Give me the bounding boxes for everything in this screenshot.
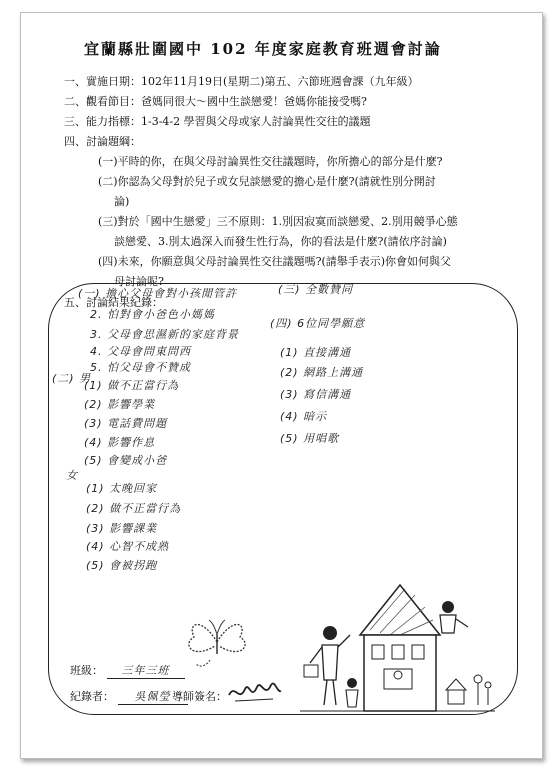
note-4-5: (5) 用唱歌 — [280, 432, 340, 445]
class-field — [70, 662, 185, 679]
class-value: 三年三班 — [107, 662, 185, 679]
question-1: (一)平時的你，在與父母討論異性交往議題時，你所擔心的部分是什麼? — [98, 155, 443, 168]
teacher-signature-field — [172, 688, 227, 704]
recorder-field — [70, 688, 188, 705]
question-3-line1: (三)對於「國中生戀愛」三不原則：1.別因寂寞而談戀愛、2.別用競爭心態 — [98, 215, 458, 228]
note-1-4: 4. 父母會問東問西 — [90, 345, 191, 358]
note-2-4: (4) 影響作息 — [84, 436, 156, 449]
note-4-3: (3) 寫信溝通 — [280, 388, 352, 401]
note-2-5: (5) 會變成小爸 — [84, 454, 168, 467]
butterfly-icon — [182, 612, 252, 672]
note-1-3: 3. 父母會思濕新的家庭背景 — [90, 328, 239, 341]
item-results: 五、討論結果紀錄： — [64, 296, 163, 309]
note-2-2: (2) 影響學業 — [84, 398, 156, 411]
note-2-3: (3) 電話費問題 — [84, 417, 168, 430]
note-2-f1: (1) 太晚回家 — [86, 482, 158, 495]
note-4-2: (2) 網路上溝通 — [280, 366, 364, 379]
note-2-f5: (5) 會被拐跑 — [86, 559, 158, 572]
item-date: 一、實施日期：102年11月19日(星期二)第五、六節班週會課（九年級） — [64, 75, 419, 88]
note-3: (三) 全數贊同 — [278, 283, 354, 296]
item-indicator: 三、能力指標：1-3-4-2 學習與父母或家人討論異性交往的議題 — [64, 115, 371, 128]
note-2-f3: (3) 影響課業 — [86, 522, 158, 535]
note-4: (四) 6位同學願意 — [270, 317, 366, 330]
house-family-illustration — [300, 575, 495, 715]
question-3-line2: 談戀愛、3.別太過深入而發生性行為，你的看法是什麼?(請依序討論) — [114, 235, 447, 248]
question-4-line1: (四)未來，你願意與父母討論異性交往議題嗎?(請舉手表示)你會如何與父 — [98, 255, 452, 268]
note-2-f4: (4) 心智不成熟 — [86, 540, 170, 553]
note-1-5: 5. 怕父母會不贊成 — [90, 361, 191, 374]
teacher-signature — [225, 675, 285, 709]
recorder-label: 紀錄者： — [70, 690, 114, 703]
question-4-line2: 母討論呢? — [114, 275, 164, 288]
document-title: 宜蘭縣壯圍國中 102 年度家庭教育班週會討論 — [84, 40, 442, 58]
note-4-4: (4) 暗示 — [280, 410, 328, 423]
item-outline: 四、討論題綱： — [64, 135, 141, 148]
note-1: (一) 擔心父母會對小孩閒管許 — [78, 287, 238, 300]
note-1-2: 2. 怕對會小爸色小媽媽 — [90, 308, 215, 321]
question-2-line2: 論) — [114, 195, 130, 208]
question-2-line1: (二)你認為父母對於兒子或女兒談戀愛的擔心是什麼?(請就性別分開討 — [98, 175, 436, 188]
note-4-1: (1) 直接溝通 — [280, 346, 352, 359]
note-2-1: (1) 做不正當行為 — [84, 379, 180, 392]
teacher-label: 導師簽名： — [172, 690, 227, 703]
note-2-female: 女 — [66, 469, 78, 482]
item-program: 二、觀看節目：爸媽同很大～國中生談戀愛！爸媽你能接受嗎? — [64, 95, 367, 108]
class-label: 班級： — [70, 664, 103, 677]
note-2-f2: (2) 做不正當行為 — [86, 502, 182, 515]
note-2-male: (二) 男 — [52, 372, 92, 385]
recorder-value: 吳佩瑩 — [118, 688, 188, 705]
